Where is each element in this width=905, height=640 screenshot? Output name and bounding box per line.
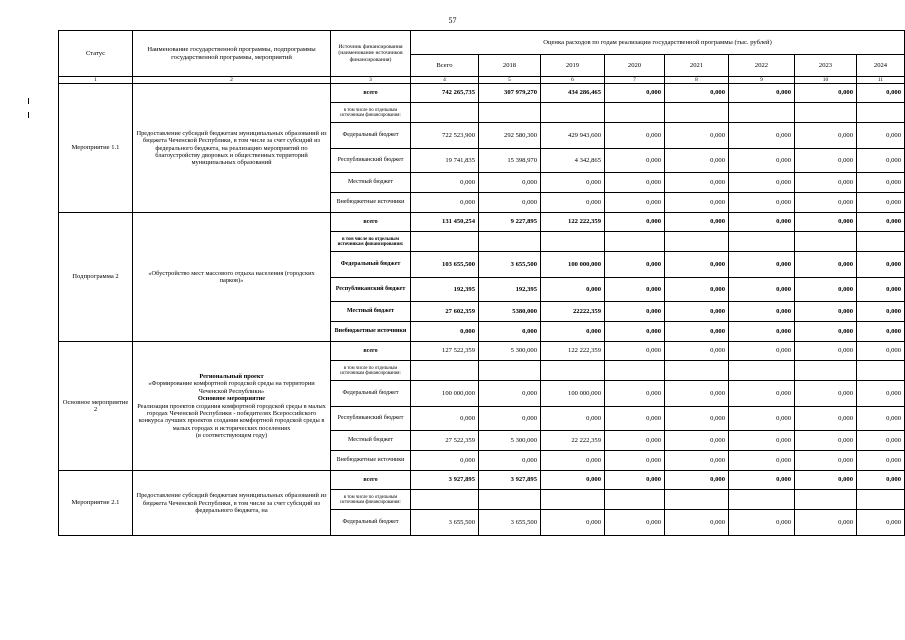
- amount-cell: 0,000: [605, 407, 665, 431]
- amount-cell: 0,000: [857, 213, 905, 232]
- status-cell: Основное мероприятие 2: [59, 342, 133, 471]
- amount-cell: 0,000: [857, 252, 905, 278]
- amount-cell: [795, 103, 857, 123]
- program-name-cell: [133, 213, 331, 342]
- program-name-line: «Формирование комфортной городской среды на территории Чеченской Республики»: [148, 380, 315, 395]
- amount-cell: [665, 103, 729, 123]
- amount-cell: 0,000: [795, 193, 857, 213]
- amount-cell: 0,000: [605, 173, 665, 193]
- column-index: 10: [795, 77, 857, 84]
- column-index: 1: [59, 77, 133, 84]
- amount-cell: 0,000: [729, 342, 795, 361]
- funding-source-cell: всего: [331, 471, 411, 490]
- amount-cell: 0,000: [411, 451, 479, 471]
- amount-cell: 100 000,000: [411, 381, 479, 407]
- amount-cell: 22 222,359: [541, 431, 605, 451]
- amount-cell: [665, 361, 729, 381]
- amount-cell: 0,000: [479, 407, 541, 431]
- header-year: 2019: [541, 55, 605, 77]
- column-index: 5: [479, 77, 541, 84]
- amount-cell: 192,395: [479, 278, 541, 302]
- amount-cell: 0,000: [479, 322, 541, 342]
- column-index: 9: [729, 77, 795, 84]
- amount-cell: [541, 103, 605, 123]
- amount-cell: 0,000: [665, 278, 729, 302]
- amount-cell: [729, 361, 795, 381]
- amount-cell: 0,000: [605, 431, 665, 451]
- amount-cell: [541, 490, 605, 510]
- amount-cell: 22222,359: [541, 302, 605, 322]
- amount-cell: 0,000: [665, 510, 729, 536]
- amount-cell: 0,000: [795, 322, 857, 342]
- amount-cell: 0,000: [605, 123, 665, 149]
- amount-cell: 192,395: [411, 278, 479, 302]
- amount-cell: 0,000: [605, 213, 665, 232]
- header-name: Наименование государственной программы, подпрограммы государственной программы, мероприятий: [133, 31, 331, 77]
- amount-cell: 0,000: [729, 302, 795, 322]
- amount-cell: [605, 103, 665, 123]
- header-year: 2018: [479, 55, 541, 77]
- amount-cell: 9 227,895: [479, 213, 541, 232]
- amount-cell: 0,000: [795, 123, 857, 149]
- amount-cell: 0,000: [857, 123, 905, 149]
- header-total: Всего: [411, 55, 479, 77]
- funding-source-cell: Республиканский бюджет: [331, 278, 411, 302]
- column-index: 2: [133, 77, 331, 84]
- program-name-line: Основное мероприятие: [197, 395, 266, 403]
- amount-cell: [795, 232, 857, 252]
- amount-cell: 0,000: [795, 278, 857, 302]
- amount-cell: 0,000: [605, 302, 665, 322]
- status-cell: Мероприятие 1.1: [59, 84, 133, 213]
- funding-source-cell: Местный бюджет: [331, 173, 411, 193]
- amount-cell: 3 655,500: [479, 252, 541, 278]
- amount-cell: 0,000: [605, 451, 665, 471]
- amount-cell: 0,000: [541, 451, 605, 471]
- header-status: Статус: [59, 31, 133, 77]
- amount-cell: 742 265,735: [411, 84, 479, 103]
- amount-cell: [411, 361, 479, 381]
- amount-cell: 0,000: [665, 471, 729, 490]
- amount-cell: 100 000,000: [541, 252, 605, 278]
- amount-cell: 0,000: [795, 173, 857, 193]
- header-year: 2022: [729, 55, 795, 77]
- amount-cell: 0,000: [795, 451, 857, 471]
- amount-cell: 122 222,359: [541, 342, 605, 361]
- amount-cell: 0,000: [795, 510, 857, 536]
- program-name-line: «Обустройство мест массового отдыха населения (городских парков)»: [148, 269, 315, 285]
- amount-cell: 127 522,359: [411, 342, 479, 361]
- header-source: Источник финансирования (наименование источников финансирования): [331, 31, 411, 77]
- funding-source-cell: всего: [331, 213, 411, 232]
- amount-cell: 0,000: [729, 84, 795, 103]
- funding-source-cell: Местный бюджет: [331, 302, 411, 322]
- amount-cell: 0,000: [857, 302, 905, 322]
- amount-cell: [605, 232, 665, 252]
- funding-source-cell: в том числе по отдельным источникам финансирования:: [331, 490, 411, 510]
- amount-cell: [857, 103, 905, 123]
- amount-cell: 0,000: [605, 252, 665, 278]
- amount-cell: 0,000: [795, 407, 857, 431]
- program-name-cell: [133, 471, 331, 536]
- amount-cell: 0,000: [729, 322, 795, 342]
- amount-cell: [795, 490, 857, 510]
- amount-cell: 434 286,465: [541, 84, 605, 103]
- amount-cell: 4 342,865: [541, 149, 605, 173]
- amount-cell: [729, 232, 795, 252]
- amount-cell: 0,000: [857, 407, 905, 431]
- amount-cell: 0,000: [665, 193, 729, 213]
- funding-source-cell: Внебюджетные источники: [331, 193, 411, 213]
- amount-cell: 0,000: [795, 252, 857, 278]
- amount-cell: 0,000: [479, 451, 541, 471]
- amount-cell: 0,000: [729, 431, 795, 451]
- amount-cell: [857, 361, 905, 381]
- amount-cell: 0,000: [605, 322, 665, 342]
- amount-cell: 0,000: [605, 510, 665, 536]
- amount-cell: [411, 232, 479, 252]
- amount-cell: 0,000: [795, 302, 857, 322]
- amount-cell: 0,000: [411, 193, 479, 213]
- header-year: 2024: [857, 55, 905, 77]
- amount-cell: 0,000: [795, 213, 857, 232]
- amount-cell: 0,000: [729, 407, 795, 431]
- amount-cell: [729, 490, 795, 510]
- column-index: 7: [605, 77, 665, 84]
- table-row: [59, 213, 905, 232]
- amount-cell: 0,000: [857, 451, 905, 471]
- column-index: 6: [541, 77, 605, 84]
- funding-source-cell: Федеральный бюджет: [331, 510, 411, 536]
- margin-mark: [28, 98, 29, 104]
- amount-cell: 5 300,000: [479, 431, 541, 451]
- status-cell: Мероприятие 2.1: [59, 471, 133, 536]
- amount-cell: 0,000: [729, 193, 795, 213]
- amount-cell: 0,000: [729, 278, 795, 302]
- amount-cell: 0,000: [605, 193, 665, 213]
- amount-cell: [479, 232, 541, 252]
- amount-cell: 5380,000: [479, 302, 541, 322]
- amount-cell: 0,000: [665, 123, 729, 149]
- amount-cell: 19 741,835: [411, 149, 479, 173]
- amount-cell: 0,000: [541, 322, 605, 342]
- amount-cell: 0,000: [857, 278, 905, 302]
- column-index: 8: [665, 77, 729, 84]
- amount-cell: 0,000: [605, 381, 665, 407]
- header-year: 2021: [665, 55, 729, 77]
- amount-cell: 0,000: [541, 471, 605, 490]
- amount-cell: [479, 361, 541, 381]
- amount-cell: 307 979,270: [479, 84, 541, 103]
- column-index-row: [59, 77, 905, 84]
- amount-cell: 0,000: [795, 149, 857, 173]
- margin-mark: [28, 112, 29, 118]
- amount-cell: 27 522,359: [411, 431, 479, 451]
- funding-source-cell: в том числе по отдельным источникам финансирования:: [331, 361, 411, 381]
- program-name-line: Предоставление субсидий бюджетам муниципальных образований из бюджета Чеченской Республики, в том числе за счет субсидий из федерального бюджета, на реализацию мероприятий по благоустройству дворовых и общественных территорий муниципальных образований: [136, 129, 327, 167]
- amount-cell: 0,000: [479, 173, 541, 193]
- amount-cell: 0,000: [665, 451, 729, 471]
- funding-source-cell: всего: [331, 342, 411, 361]
- program-name-line: Региональный проект: [199, 373, 264, 381]
- amount-cell: 429 943,600: [541, 123, 605, 149]
- amount-cell: 0,000: [665, 381, 729, 407]
- amount-cell: [479, 103, 541, 123]
- amount-cell: [541, 361, 605, 381]
- amount-cell: 0,000: [729, 471, 795, 490]
- amount-cell: [479, 490, 541, 510]
- amount-cell: [541, 232, 605, 252]
- amount-cell: 0,000: [541, 173, 605, 193]
- amount-cell: 0,000: [857, 431, 905, 451]
- amount-cell: [857, 490, 905, 510]
- funding-source-cell: Внебюджетные источники: [331, 322, 411, 342]
- amount-cell: 0,000: [605, 342, 665, 361]
- amount-cell: 0,000: [665, 407, 729, 431]
- table-row: [59, 342, 905, 361]
- amount-cell: [857, 232, 905, 252]
- amount-cell: 0,000: [411, 407, 479, 431]
- amount-cell: 0,000: [605, 84, 665, 103]
- amount-cell: [605, 490, 665, 510]
- amount-cell: 292 580,300: [479, 123, 541, 149]
- table-row: [59, 84, 905, 103]
- amount-cell: 0,000: [857, 193, 905, 213]
- amount-cell: 0,000: [665, 213, 729, 232]
- amount-cell: 0,000: [729, 173, 795, 193]
- header-estimate: Оценка расходов по годам реализации государственной программы (тыс. рублей): [411, 31, 905, 55]
- amount-cell: 0,000: [729, 149, 795, 173]
- funding-source-cell: Республиканский бюджет: [331, 149, 411, 173]
- amount-cell: [665, 490, 729, 510]
- amount-cell: 0,000: [795, 431, 857, 451]
- column-index: 4: [411, 77, 479, 84]
- amount-cell: 5 300,000: [479, 342, 541, 361]
- amount-cell: 0,000: [665, 322, 729, 342]
- amount-cell: 0,000: [729, 213, 795, 232]
- funding-source-cell: Республиканский бюджет: [331, 407, 411, 431]
- header-year: 2020: [605, 55, 665, 77]
- amount-cell: 122 222,359: [541, 213, 605, 232]
- funding-source-cell: в том числе по отдельным источникам финансирования:: [331, 103, 411, 123]
- amount-cell: 0,000: [729, 123, 795, 149]
- amount-cell: 0,000: [857, 381, 905, 407]
- amount-cell: 0,000: [411, 173, 479, 193]
- column-index: 3: [331, 77, 411, 84]
- amount-cell: 0,000: [665, 302, 729, 322]
- table-row: [59, 471, 905, 490]
- amount-cell: 0,000: [795, 84, 857, 103]
- funding-source-cell: в том числе по отдельным источникам финансирования:: [331, 232, 411, 252]
- amount-cell: 0,000: [479, 381, 541, 407]
- amount-cell: [411, 490, 479, 510]
- amount-cell: 0,000: [857, 510, 905, 536]
- amount-cell: 0,000: [605, 149, 665, 173]
- amount-cell: 0,000: [665, 84, 729, 103]
- amount-cell: 0,000: [857, 322, 905, 342]
- amount-cell: 0,000: [605, 278, 665, 302]
- amount-cell: 3 655,500: [411, 510, 479, 536]
- amount-cell: 0,000: [857, 471, 905, 490]
- amount-cell: 0,000: [665, 173, 729, 193]
- program-name-line: Реализация проектов создания комфортной городской среды в малых городах Чеченской Республики - победителях Всероссийского конкурса лучших проектов создания комфортной городской среды в малых городах и исторических поселениях: [137, 402, 326, 432]
- amount-cell: [605, 361, 665, 381]
- amount-cell: 0,000: [795, 471, 857, 490]
- program-name-line: (в соответствующем году): [195, 431, 268, 439]
- amount-cell: 0,000: [857, 342, 905, 361]
- amount-cell: 0,000: [857, 84, 905, 103]
- amount-cell: 3 927,895: [479, 471, 541, 490]
- amount-cell: 0,000: [857, 173, 905, 193]
- amount-cell: 0,000: [729, 510, 795, 536]
- amount-cell: 0,000: [605, 471, 665, 490]
- amount-cell: 103 655,500: [411, 252, 479, 278]
- amount-cell: 0,000: [795, 342, 857, 361]
- amount-cell: 0,000: [795, 381, 857, 407]
- amount-cell: 722 523,900: [411, 123, 479, 149]
- funding-source-cell: Внебюджетные источники: [331, 451, 411, 471]
- amount-cell: 0,000: [479, 193, 541, 213]
- amount-cell: 0,000: [729, 451, 795, 471]
- amount-cell: 0,000: [665, 431, 729, 451]
- column-index: 11: [857, 77, 905, 84]
- header-year: 2023: [795, 55, 857, 77]
- amount-cell: 131 450,254: [411, 213, 479, 232]
- amount-cell: 0,000: [541, 510, 605, 536]
- funding-source-cell: Федеральный бюджет: [331, 123, 411, 149]
- funding-source-cell: всего: [331, 84, 411, 103]
- funding-source-cell: Федеральный бюджет: [331, 252, 411, 278]
- budget-table: [58, 30, 905, 536]
- amount-cell: 3 655,500: [479, 510, 541, 536]
- amount-cell: 0,000: [541, 278, 605, 302]
- funding-source-cell: Местный бюджет: [331, 431, 411, 451]
- amount-cell: 0,000: [541, 193, 605, 213]
- amount-cell: 27 602,359: [411, 302, 479, 322]
- program-name-cell: [133, 342, 331, 471]
- amount-cell: 0,000: [541, 407, 605, 431]
- amount-cell: [729, 103, 795, 123]
- amount-cell: 0,000: [665, 252, 729, 278]
- page-number: 57: [448, 16, 457, 25]
- amount-cell: 0,000: [665, 149, 729, 173]
- funding-source-cell: Федеральный бюджет: [331, 381, 411, 407]
- program-name-cell: [133, 84, 331, 213]
- amount-cell: 15 398,970: [479, 149, 541, 173]
- amount-cell: [665, 232, 729, 252]
- status-cell: Подпрограмма 2: [59, 213, 133, 342]
- program-name-line: Предоставление субсидий бюджетам муниципальных образований из бюджета Чеченской Республики, в том числе за счет субсидий из федерального бюджета, на: [136, 492, 327, 514]
- amount-cell: 0,000: [411, 322, 479, 342]
- amount-cell: 0,000: [729, 252, 795, 278]
- amount-cell: 0,000: [857, 149, 905, 173]
- amount-cell: 100 000,000: [541, 381, 605, 407]
- amount-cell: 0,000: [665, 342, 729, 361]
- amount-cell: [411, 103, 479, 123]
- amount-cell: 0,000: [729, 381, 795, 407]
- amount-cell: [795, 361, 857, 381]
- amount-cell: 3 927,895: [411, 471, 479, 490]
